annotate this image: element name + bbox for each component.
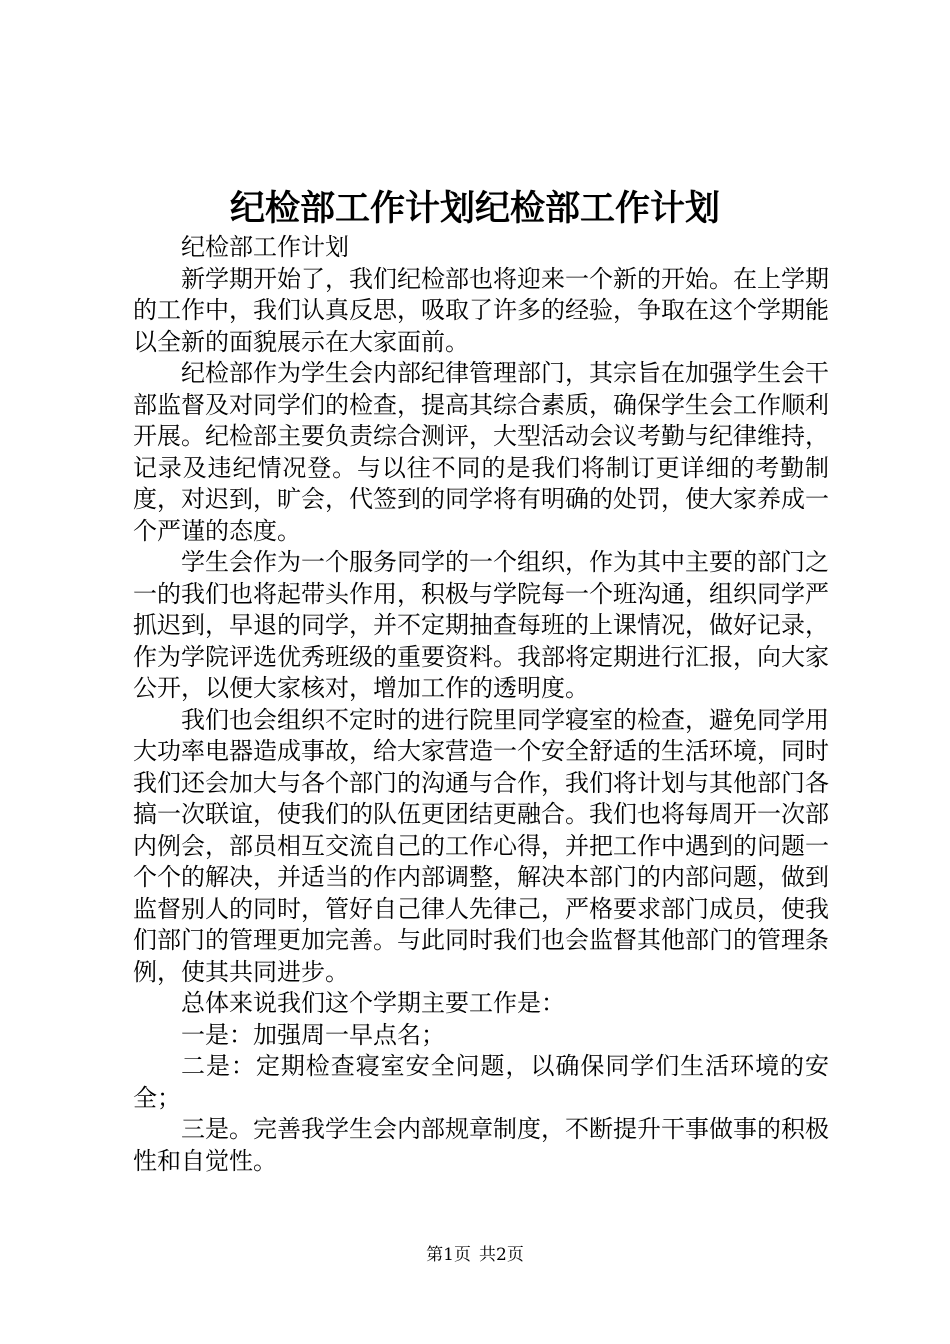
paragraph: 纪检部作为学生会内部纪律管理部门，其宗旨在加强学生会干部监督及对同学们的检查，提高其综合素质，确保学生会工作顺利开展。纪检部主要负责综合测评，大型活动会议考勤与纪律维持，记录及违纪情况登。与以往不同的是我们将制订更详细的考勤制度，对迟到，旷会，代签到的同学将有明确的处罚，使大家养成一个严谨的态度。 — [133, 359, 829, 545]
list-item: 三是。完善我学生会内部规章制度，不断提升干事做事的积极性和自觉性。 — [133, 1115, 829, 1175]
paragraph: 学生会作为一个服务同学的一个组织，作为其中主要的部门之一的我们也将起带头作用，积极与学院每一个班沟通，组织同学严抓迟到，早退的同学，并不定期抽查每班的上课情况，做好记录，作为学院评选优秀班级的重要资料。我部将定期进行汇报，向大家公开，以便大家核对，增加工作的透明度。 — [133, 548, 829, 702]
paragraph-heading: 纪检部工作计划 — [181, 233, 349, 261]
page-number: 第1页 — [426, 1245, 471, 1265]
list-item: 二是：定期检查寝室安全问题，以确保同学们生活环境的安全； — [133, 1052, 829, 1112]
list-item: 一是：加强周一早点名； — [181, 1020, 445, 1049]
page-footer — [0, 1243, 950, 1267]
document-title: 纪检部工作计划纪检部工作计划 — [229, 188, 720, 229]
page-total: 共2页 — [479, 1245, 524, 1265]
document-body — [133, 232, 829, 1177]
paragraph: 我们也会组织不定时的进行院里同学寝室的检查，避免同学用大功率电器造成事故，给大家营造一个安全舒适的生活环境，同时我们还会加大与各个部门的沟通与合作，我们将计划与其他部门各搞一次联谊，使我们的队伍更团结更融合。我们也将每周开一次部内例会，部员相互交流自己的工作心得，并把工作中遇到的问题一个个的解决，并适当的作内部调整，解决本部门的内部问题，做到监督别人的同时，管好自己律人先律己，严格要求部门成员，使我们部门的管理更加完善。与此同时我们也会监督其他部门的管理条例，使其共同进步。 — [133, 705, 829, 986]
paragraph: 总体来说我们这个学期主要工作是： — [181, 989, 565, 1017]
paragraph: 新学期开始了，我们纪检部也将迎来一个新的开始。在上学期的工作中，我们认真反思，吸取了许多的经验，争取在这个学期能以全新的面貌展示在大家面前。 — [133, 264, 829, 356]
